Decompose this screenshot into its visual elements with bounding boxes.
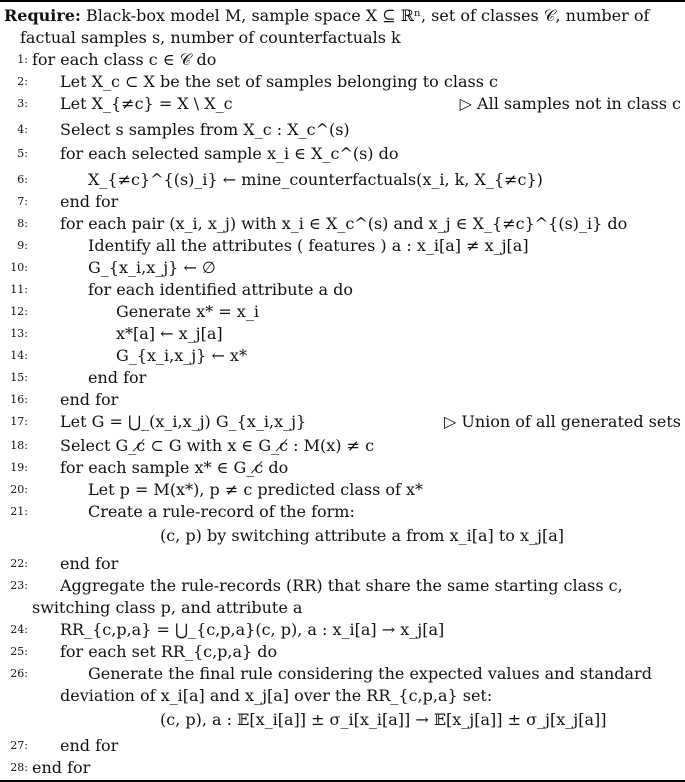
line-number: 14: [10, 349, 28, 362]
line-text: RR_{c,p,a} = ⋃_{c,p,a}(c, p), a : x_i[a] → x_j[a] [60, 620, 445, 639]
line-number: 7: [17, 195, 28, 208]
line-number: 10: [10, 261, 28, 274]
algo-line-21-formula [0, 524, 685, 548]
line-text: (c, p), a : 𝔼[x_i[a]] ± σ_i[x_i[a]] → 𝔼[x_j[a]] ± σ_j[x_j[a]] [160, 710, 607, 729]
algo-line-9 [0, 234, 685, 258]
line-text: (c, p) by switching attribute a from x_i[a] to x_j[a] [160, 526, 564, 545]
line-number: 3: [17, 97, 28, 110]
algo-line-26 [0, 662, 685, 686]
algo-line-13 [0, 322, 685, 346]
require-text-1: Black-box model M, sample space X ⊆ ℝⁿ, set of classes 𝒞, number of [85, 6, 650, 25]
line-number: 15: [10, 371, 28, 384]
algo-line-25 [0, 640, 685, 664]
line-number: 5: [17, 147, 28, 160]
line-text: end for [60, 736, 119, 755]
line-number: 12: [10, 305, 28, 318]
line-number: 17: [10, 415, 28, 428]
line-number: 28: [10, 761, 28, 774]
require-label: Require: [4, 6, 81, 25]
algo-line-17 [0, 410, 685, 434]
line-text: Select G_c̸ ⊂ G with x ∈ G_c̸ : M(x) ≠ c [60, 436, 375, 455]
line-text: for each selected sample x_i ∈ X_c^(s) do [60, 144, 399, 163]
line-text: end for [60, 554, 119, 573]
line-text: end for [60, 390, 119, 409]
algo-line-20 [0, 478, 685, 502]
line-number: 9: [17, 239, 28, 252]
line-text: G_{x_i,x_j} ← x* [116, 346, 247, 365]
line-text: for each sample x* ∈ G_c̸ do [60, 458, 289, 477]
line-number: 6: [17, 173, 28, 186]
line-text: for each set RR_{c,p,a} do [60, 642, 278, 661]
require-line-1 [0, 4, 685, 28]
algo-line-22 [0, 552, 685, 576]
line-text: Let p = M(x*), p ≠ c predicted class of x* [88, 480, 424, 499]
line-number: 19: [10, 461, 28, 474]
line-text: Generate the final rule considering the expected values and standard [88, 664, 652, 683]
line-text: end for [32, 758, 91, 777]
line-text: Let X_{≠c} = X \ X_c [60, 94, 233, 113]
line-text: for each pair (x_i, x_j) with x_i ∈ X_c^(s) and x_j ∈ X_{≠c}^{(s)_i} do [60, 214, 628, 233]
algo-line-14 [0, 344, 685, 368]
line-number: 16: [10, 393, 28, 406]
algo-line-2 [0, 70, 685, 94]
top-rule [0, 0, 685, 2]
line-text: for each class c ∈ 𝒞 do [32, 50, 217, 69]
line-number: 23: [10, 579, 28, 592]
algo-line-11 [0, 278, 685, 302]
algo-line-21 [0, 500, 685, 524]
algo-line-23 [0, 574, 685, 598]
line-text: Let G = ⋃_(x_i,x_j) G_{x_i,x_j} [60, 412, 307, 431]
algo-line-5 [0, 142, 685, 166]
line-text: end for [88, 368, 147, 387]
line-text: for each identified attribute a do [88, 280, 353, 299]
line-number: 13: [10, 327, 28, 340]
algo-line-10 [0, 256, 685, 280]
line-number: 25: [10, 645, 28, 658]
line-comment: ▷ All samples not in class c [459, 94, 681, 113]
algo-line-3 [0, 92, 685, 116]
line-text: Aggregate the rule-records (RR) that share the same starting class c, [60, 576, 623, 595]
line-text: Let X_c ⊂ X be the set of samples belonging to class c [60, 72, 498, 91]
line-text: G_{x_i,x_j} ← ∅ [88, 258, 216, 277]
algo-line-15 [0, 366, 685, 390]
line-number: 11: [10, 283, 28, 296]
line-text: Generate x* = x_i [116, 302, 259, 321]
require-text-2: factual samples s, number of counterfactuals k [20, 28, 401, 47]
line-number: 27: [10, 739, 28, 752]
bottom-rule [0, 780, 685, 782]
require-line-2 [0, 26, 685, 50]
line-number: 20: [10, 483, 28, 496]
line-text: switching class p, and attribute a [32, 598, 303, 617]
line-text: x*[a] ← x_j[a] [116, 324, 223, 343]
line-text: Select s samples from X_c : X_c^(s) [60, 120, 350, 139]
line-number: 2: [17, 75, 28, 88]
line-comment: ▷ Union of all generated sets [443, 412, 681, 431]
line-number: 26: [10, 667, 28, 680]
algo-line-24 [0, 618, 685, 642]
line-number: 8: [17, 217, 28, 230]
algo-line-23-cont [0, 596, 685, 620]
line-number: 24: [10, 623, 28, 636]
line-text: Identify all the attributes ( features ) a : x_i[a] ≠ x_j[a] [88, 236, 529, 255]
algo-line-27 [0, 734, 685, 758]
line-number: 18: [10, 439, 28, 452]
line-number: 21: [10, 505, 28, 518]
algo-line-19 [0, 456, 685, 480]
line-number: 22: [10, 557, 28, 570]
algo-line-16 [0, 388, 685, 412]
line-number: 1: [17, 53, 28, 66]
algo-line-12 [0, 300, 685, 324]
algo-line-8 [0, 212, 685, 236]
algo-line-26-formula [0, 708, 685, 732]
algo-line-1 [0, 48, 685, 72]
algo-line-26-cont [0, 684, 685, 708]
algo-line-28 [0, 756, 685, 780]
algo-line-18 [0, 434, 685, 458]
algo-line-7 [0, 190, 685, 214]
algo-line-4 [0, 118, 685, 142]
line-number: 4: [17, 123, 28, 136]
line-text: X_{≠c}^{(s)_i} ← mine_counterfactuals(x_i, k, X_{≠c}) [88, 170, 543, 189]
algo-line-6 [0, 168, 685, 192]
line-text: Create a rule-record of the form: [88, 502, 355, 521]
line-text: end for [60, 192, 119, 211]
line-text: deviation of x_i[a] and x_j[a] over the RR_{c,p,a} set: [60, 686, 493, 705]
